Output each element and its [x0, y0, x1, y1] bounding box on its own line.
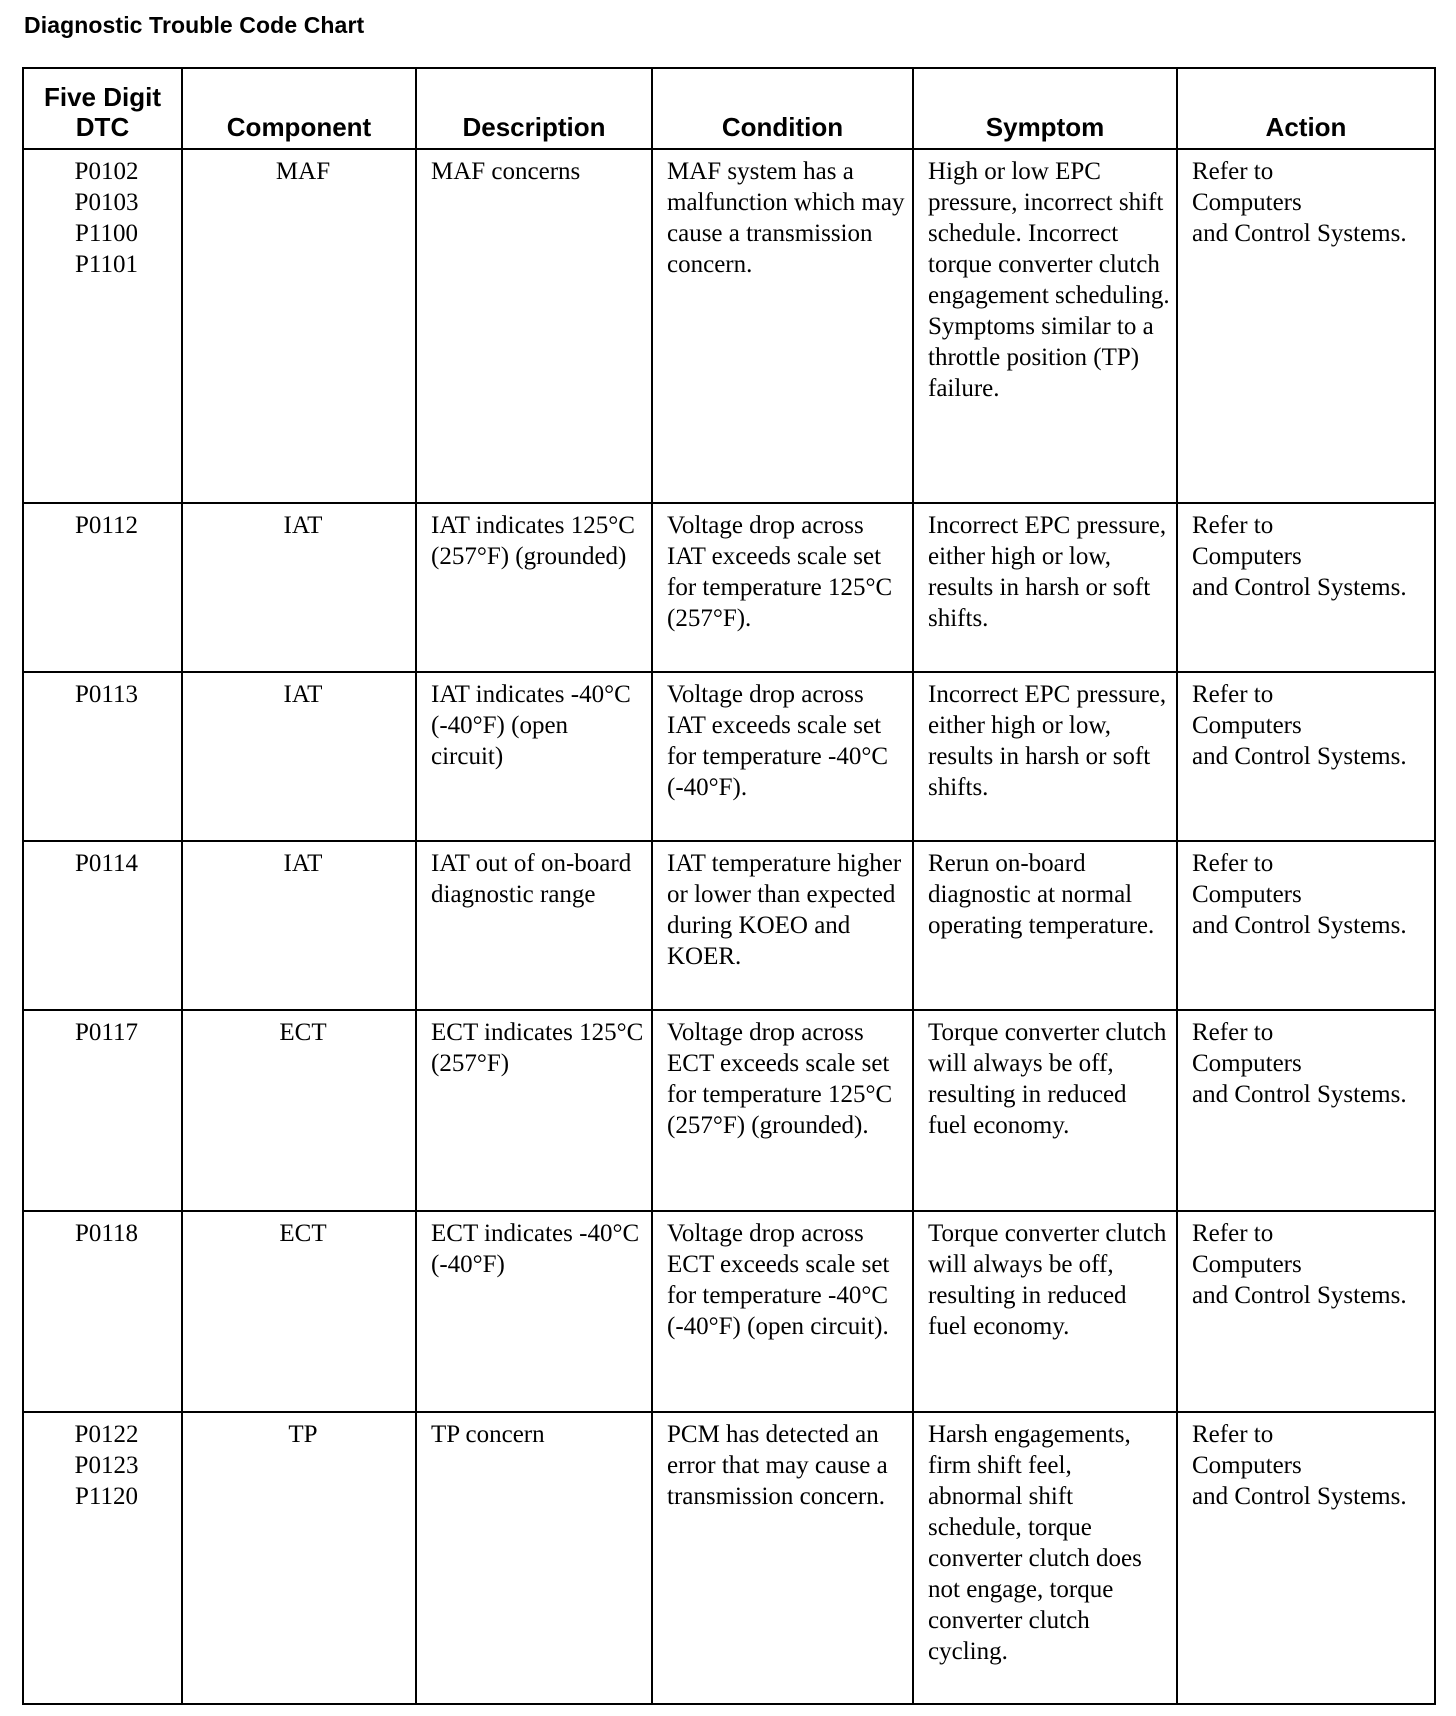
action-cell	[1177, 503, 1435, 672]
dtc-code: P1100	[75, 220, 138, 247]
description-cell: ECT indicates 125°C (257°F)	[416, 1010, 652, 1211]
action-line2: Computers	[1192, 712, 1302, 739]
symptom-cell: Harsh engagements, firm shift feel, abnormal shift schedule, torque converter clutch does not engage, torque converter clutch cycling.	[913, 1412, 1177, 1704]
action-line3: and Control Systems.	[1192, 1282, 1407, 1309]
page-title: Diagnostic Trouble Code Chart	[24, 12, 365, 38]
symptom-cell: High or low EPC pressure, incorrect shift schedule. Incorrect torque converter clutch engagement scheduling. Symptoms similar to a throttle position (TP) failure.	[913, 149, 1177, 503]
dtc-code: P1101	[75, 251, 138, 278]
table-header-row	[23, 68, 1435, 149]
dtc-cell	[23, 503, 182, 672]
action-cell	[1177, 672, 1435, 841]
component-cell: IAT	[182, 841, 416, 1010]
action-line3: and Control Systems.	[1192, 743, 1407, 770]
condition-cell: MAF system has a malfunction which may cause a transmission concern.	[652, 149, 913, 503]
table-row	[23, 503, 1435, 672]
component-cell: IAT	[182, 672, 416, 841]
header-condition: Condition	[652, 68, 913, 149]
condition-cell: Voltage drop across ECT exceeds scale set for temperature -40°C (-40°F) (open circuit).	[652, 1211, 913, 1412]
action-line2: Computers	[1192, 1251, 1302, 1278]
action-cell	[1177, 1211, 1435, 1412]
header-component: Component	[182, 68, 416, 149]
description-cell: IAT indicates -40°C (-40°F) (open circuit)	[416, 672, 652, 841]
dtc-cell	[23, 149, 182, 503]
condition-cell: PCM has detected an error that may cause a transmission concern.	[652, 1412, 913, 1704]
symptom-cell: Incorrect EPC pressure, either high or low, results in harsh or soft shifts.	[913, 672, 1177, 841]
component-cell: TP	[182, 1412, 416, 1704]
description-cell: MAF concerns	[416, 149, 652, 503]
action-cell	[1177, 149, 1435, 503]
dtc-table	[22, 67, 1436, 1705]
header-dtc-line1: Five Digit	[43, 82, 161, 112]
table-row	[23, 1412, 1435, 1704]
component-cell: ECT	[182, 1010, 416, 1211]
component-cell: ECT	[182, 1211, 416, 1412]
action-line1: Refer to	[1192, 850, 1274, 877]
action-line1: Refer to	[1192, 158, 1274, 185]
action-line1: Refer to	[1192, 1220, 1274, 1247]
action-line1: Refer to	[1192, 512, 1274, 539]
symptom-cell: Rerun on-board diagnostic at normal operating temperature.	[913, 841, 1177, 1010]
condition-cell: IAT temperature higher or lower than expected during KOEO and KOER.	[652, 841, 913, 1010]
dtc-code: P0114	[75, 850, 138, 877]
symptom-cell: Torque converter clutch will always be off, resulting in reduced fuel economy.	[913, 1010, 1177, 1211]
header-action: Action	[1177, 68, 1435, 149]
dtc-code: P0103	[74, 189, 139, 216]
dtc-cell	[23, 841, 182, 1010]
header-dtc-line2: DTC	[75, 112, 130, 142]
dtc-cell	[23, 1010, 182, 1211]
action-line3: and Control Systems.	[1192, 912, 1407, 939]
dtc-code: P0123	[74, 1452, 139, 1479]
header-dtc	[23, 68, 182, 149]
action-line2: Computers	[1192, 543, 1302, 570]
dtc-code: P0122	[74, 1421, 139, 1448]
dtc-cell	[23, 1211, 182, 1412]
table-row	[23, 1211, 1435, 1412]
header-description: Description	[416, 68, 652, 149]
action-line2: Computers	[1192, 1050, 1302, 1077]
symptom-cell: Incorrect EPC pressure, either high or low, results in harsh or soft shifts.	[913, 503, 1177, 672]
action-line3: and Control Systems.	[1192, 220, 1407, 247]
component-cell: IAT	[182, 503, 416, 672]
symptom-cell: Torque converter clutch will always be off, resulting in reduced fuel economy.	[913, 1211, 1177, 1412]
component-cell: MAF	[182, 149, 416, 503]
dtc-cell	[23, 672, 182, 841]
action-line1: Refer to	[1192, 1421, 1274, 1448]
action-line2: Computers	[1192, 189, 1302, 216]
action-line3: and Control Systems.	[1192, 1081, 1407, 1108]
action-line1: Refer to	[1192, 681, 1274, 708]
table-row	[23, 149, 1435, 503]
description-cell: TP concern	[416, 1412, 652, 1704]
header-symptom: Symptom	[913, 68, 1177, 149]
dtc-code: P0118	[75, 1220, 138, 1247]
table-row	[23, 1010, 1435, 1211]
action-line2: Computers	[1192, 881, 1302, 908]
dtc-code: P1120	[75, 1483, 138, 1510]
table-row	[23, 672, 1435, 841]
dtc-code: P0117	[75, 1019, 138, 1046]
action-line3: and Control Systems.	[1192, 574, 1407, 601]
action-cell	[1177, 1010, 1435, 1211]
action-cell	[1177, 841, 1435, 1010]
condition-cell: Voltage drop across IAT exceeds scale set for temperature -40°C (-40°F).	[652, 672, 913, 841]
action-cell	[1177, 1412, 1435, 1704]
action-line2: Computers	[1192, 1452, 1302, 1479]
condition-cell: Voltage drop across ECT exceeds scale set for temperature 125°C (257°F) (grounded).	[652, 1010, 913, 1211]
dtc-code: P0102	[74, 158, 139, 185]
description-cell: ECT indicates -40°C (-40°F)	[416, 1211, 652, 1412]
table-row	[23, 841, 1435, 1010]
description-cell: IAT out of on-board diagnostic range	[416, 841, 652, 1010]
action-line1: Refer to	[1192, 1019, 1274, 1046]
dtc-cell	[23, 1412, 182, 1704]
dtc-code: P0112	[75, 512, 138, 539]
action-line3: and Control Systems.	[1192, 1483, 1407, 1510]
dtc-code: P0113	[75, 681, 138, 708]
description-cell: IAT indicates 125°C (257°F) (grounded)	[416, 503, 652, 672]
condition-cell: Voltage drop across IAT exceeds scale set for temperature 125°C (257°F).	[652, 503, 913, 672]
